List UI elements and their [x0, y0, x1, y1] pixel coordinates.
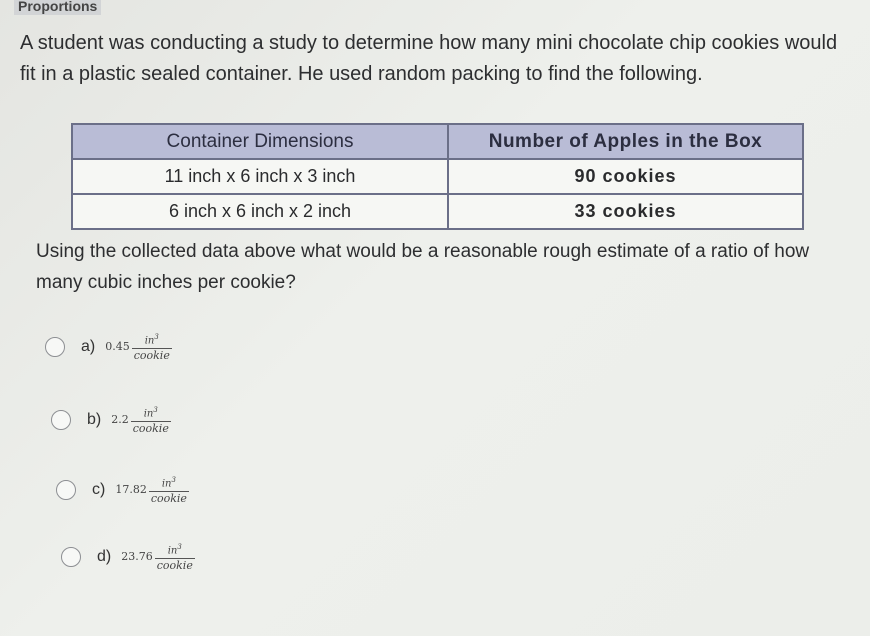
- option-letter: a): [81, 337, 96, 355]
- radio-button[interactable]: [61, 547, 81, 567]
- unit-denominator: cookie: [156, 559, 193, 573]
- radio-button[interactable]: [51, 410, 71, 430]
- unit-exponent: 3: [153, 406, 158, 414]
- question-text: Using the collected data above what would be a reasonable rough estimate of a ratio of how many cubic inches per cookie?: [36, 241, 810, 293]
- option-coefficient: 23.76: [121, 550, 153, 564]
- unit-denominator: cookie: [133, 349, 170, 363]
- question-prompt: A student was conducting a study to determine how many mini chocolate chip cookies would fit in a plastic sealed container. He used random packing to find the following.: [20, 32, 838, 85]
- section-title: Proportions: [14, 0, 101, 15]
- option-coefficient: 0.45: [105, 340, 130, 354]
- answer-option-d[interactable]: [61, 540, 195, 573]
- unit-denominator: cookie: [150, 492, 187, 506]
- data-table: [71, 123, 804, 230]
- option-letter: b): [87, 410, 102, 428]
- unit-denominator: cookie: [132, 422, 169, 436]
- unit-exponent: 3: [154, 333, 159, 341]
- unit-exponent: 3: [171, 476, 176, 484]
- table-header-row: [72, 124, 803, 159]
- answer-option-c[interactable]: [56, 473, 189, 506]
- unit-numerator: in: [167, 545, 178, 557]
- table-cell-dimensions: 11 inch x 6 inch x 3 inch: [72, 159, 448, 194]
- unit-fraction: [149, 473, 189, 506]
- radio-button[interactable]: [56, 480, 76, 500]
- unit-numerator: in: [161, 478, 172, 490]
- answer-option-b[interactable]: [51, 403, 171, 436]
- unit-numerator: in: [143, 408, 154, 420]
- option-coefficient: 17.82: [115, 483, 147, 497]
- option-letter: c): [92, 480, 106, 498]
- table-header-dimensions: Container Dimensions: [72, 124, 448, 159]
- table-row: [72, 194, 803, 229]
- answer-option-a[interactable]: [45, 330, 172, 363]
- radio-button[interactable]: [45, 337, 65, 357]
- option-letter: d): [97, 547, 112, 565]
- unit-numerator: in: [144, 335, 155, 347]
- unit-fraction: [155, 540, 195, 573]
- table-cell-count: 90 cookies: [448, 159, 803, 194]
- table-header-count: Number of Apples in the Box: [448, 124, 803, 159]
- unit-fraction: [131, 403, 171, 436]
- unit-fraction: [132, 330, 172, 363]
- table-row: [72, 159, 803, 194]
- option-coefficient: 2.2: [111, 413, 129, 427]
- table-cell-dimensions: 6 inch x 6 inch x 2 inch: [72, 194, 448, 229]
- unit-exponent: 3: [177, 543, 182, 551]
- table-cell-count: 33 cookies: [448, 194, 803, 229]
